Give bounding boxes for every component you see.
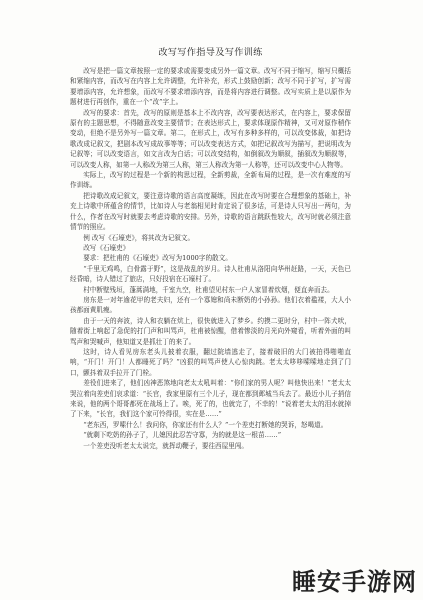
- paragraph-story-4: 由于一天的奔波，诗人和衣躺在炕上，很快就进入了梦乡。约摸二更时分，村中一阵犬吠，随着街上响起了急促的打门声和叫骂声，杜甫被惊醒，借着惨淡的月光向外窥看，听着外面的叫骂声和哭喊声，他知道又是抓壮丁的来了。: [70, 316, 351, 346]
- paragraph-story-8: “就剩下吃奶的孙子了，儿媳因此忍苦守寡，为的就是这一根苗……”: [83, 431, 282, 440]
- paragraph-story-2: 村中断壁残垣，蓬蒿满地，千室九空，杜甫望见村东一户人家冒着炊烟，便直奔而去。: [83, 285, 334, 294]
- paragraph-subtitle: 改写《石壕吏》: [83, 243, 130, 252]
- site-watermark: 睡安手游网: [292, 568, 417, 596]
- paragraph-story-1: “千里无鸡鸣，白骨露于野”，这是战乱的岁月。诗人杜甫从洛阳向华州赶路，一天，天色已经昏暗，诗人错过了旅店，只好投宿在石壕村了。: [70, 264, 351, 284]
- paragraph-task: 要求：把杜甫的《石壕吏》改写为1000字的散文。: [83, 254, 232, 263]
- document-title: 改写写作指导及写作训练: [158, 47, 263, 58]
- paragraph-process: 实际上，改写的过程是一个新的构思过程，全新剪裁，全新布局的过程，是一次有难度的写作训练。: [70, 171, 351, 190]
- paragraph-poem-to-prose: 把诗歌改成记叙文，要注意诗歌的语言高度凝练，因此在改写时要在合理想象的基础上，补充上诗歌中所蕴含的情节，比如诗人与老翁相见时肯定说了很多话，可是诗人只写出一两句，为什么，作者在改写时就要去考虑诗歌的安排。另外，诗歌的语言跳跃性较大，改写时就必须注意情节的照应。: [70, 191, 351, 232]
- paragraph-story-5: 这时，诗人看见房东老头儿披着衣服，翻过院墙逃走了，接着破旧的大门被拍得啪啪直响，“开门！开门！人都睡死了吗？”凶狠的叫骂声使人心惊肉跳。老太太哆哆嗦嗦地走到了门口，颤抖着双手拉开了门栓。: [70, 347, 351, 377]
- paragraph-story-7: “老东西，罗嗦什么！我问你，你家还有什么人？”一个差吏打断她的哭诉，怒喝道。: [83, 420, 328, 429]
- paragraph-story-9: 一个差吏没听老太太说完，就挥动鞭子，要往西屋里闯。: [83, 441, 249, 450]
- paragraph-example: 例 改写《石壕吏》，将其改为记叙文。: [83, 233, 195, 242]
- paragraph-story-6: 差役们进来了，他们凶神恶煞地向老太太吼叫着：“你们家的男人呢？叫他快出来！”老太太哭泣着向差吏们哀求道：“长官，我家里原有三个儿子，现在都到邺城当兵去了。最近小儿子捎信来说，他的两个哥哥都死在战场上了。唉，死了的，也就完了，不幸的！”说着老太太的泪水就掉了下来，“长官，我们这个家可怜得很，实在是……”: [70, 379, 351, 419]
- paragraph-intro: 改写是把一篇文章按照一定的要求或需要变成另外一篇文章。改写不同于缩写，缩写只概括和紧缩内容，而改写在内容上允许调整，允许补充，形式上鼓励创新；改写不同于扩写，扩写需要增添内容，允许想象，而改写不要求增添内容，而是将内容进行调整。改写实质上是以原作为题材进行再创作，重在一个“改”字上。: [70, 67, 351, 107]
- paragraph-requirements: 改写的要求：首先，改写的原则是基本上不改内容，改写要表达形式，在内容上，要求保留原有的主题思想，不得随意改变主要情节；在表达形式上，要求体现原作精神，又可对原作稍作变动，但绝不是另外写一篇文章。第二，在形式上，改写有多种多样的，可以改变体裁，如把诗歌改成记叙文，把剧本改写成故事等等；可以改变表达方式，如把记叙改写为描写，把说明改为记叙等；可以改变语言，如文言改为白话；可以改变结构，如倒叙改为顺叙，插叙改为顺叙等，可以改变人称，如第一人称改为第三人称，第三人称改为第一人称等，还可以改变中心人物等。: [70, 108, 351, 169]
- paragraph-story-3: 房东是一对年逾花甲的老夫妇，还有一个寡媳和尚未断奶的小孙孙。他们衣着褴褛，大人小孩都面黄肌瘦。: [70, 295, 351, 315]
